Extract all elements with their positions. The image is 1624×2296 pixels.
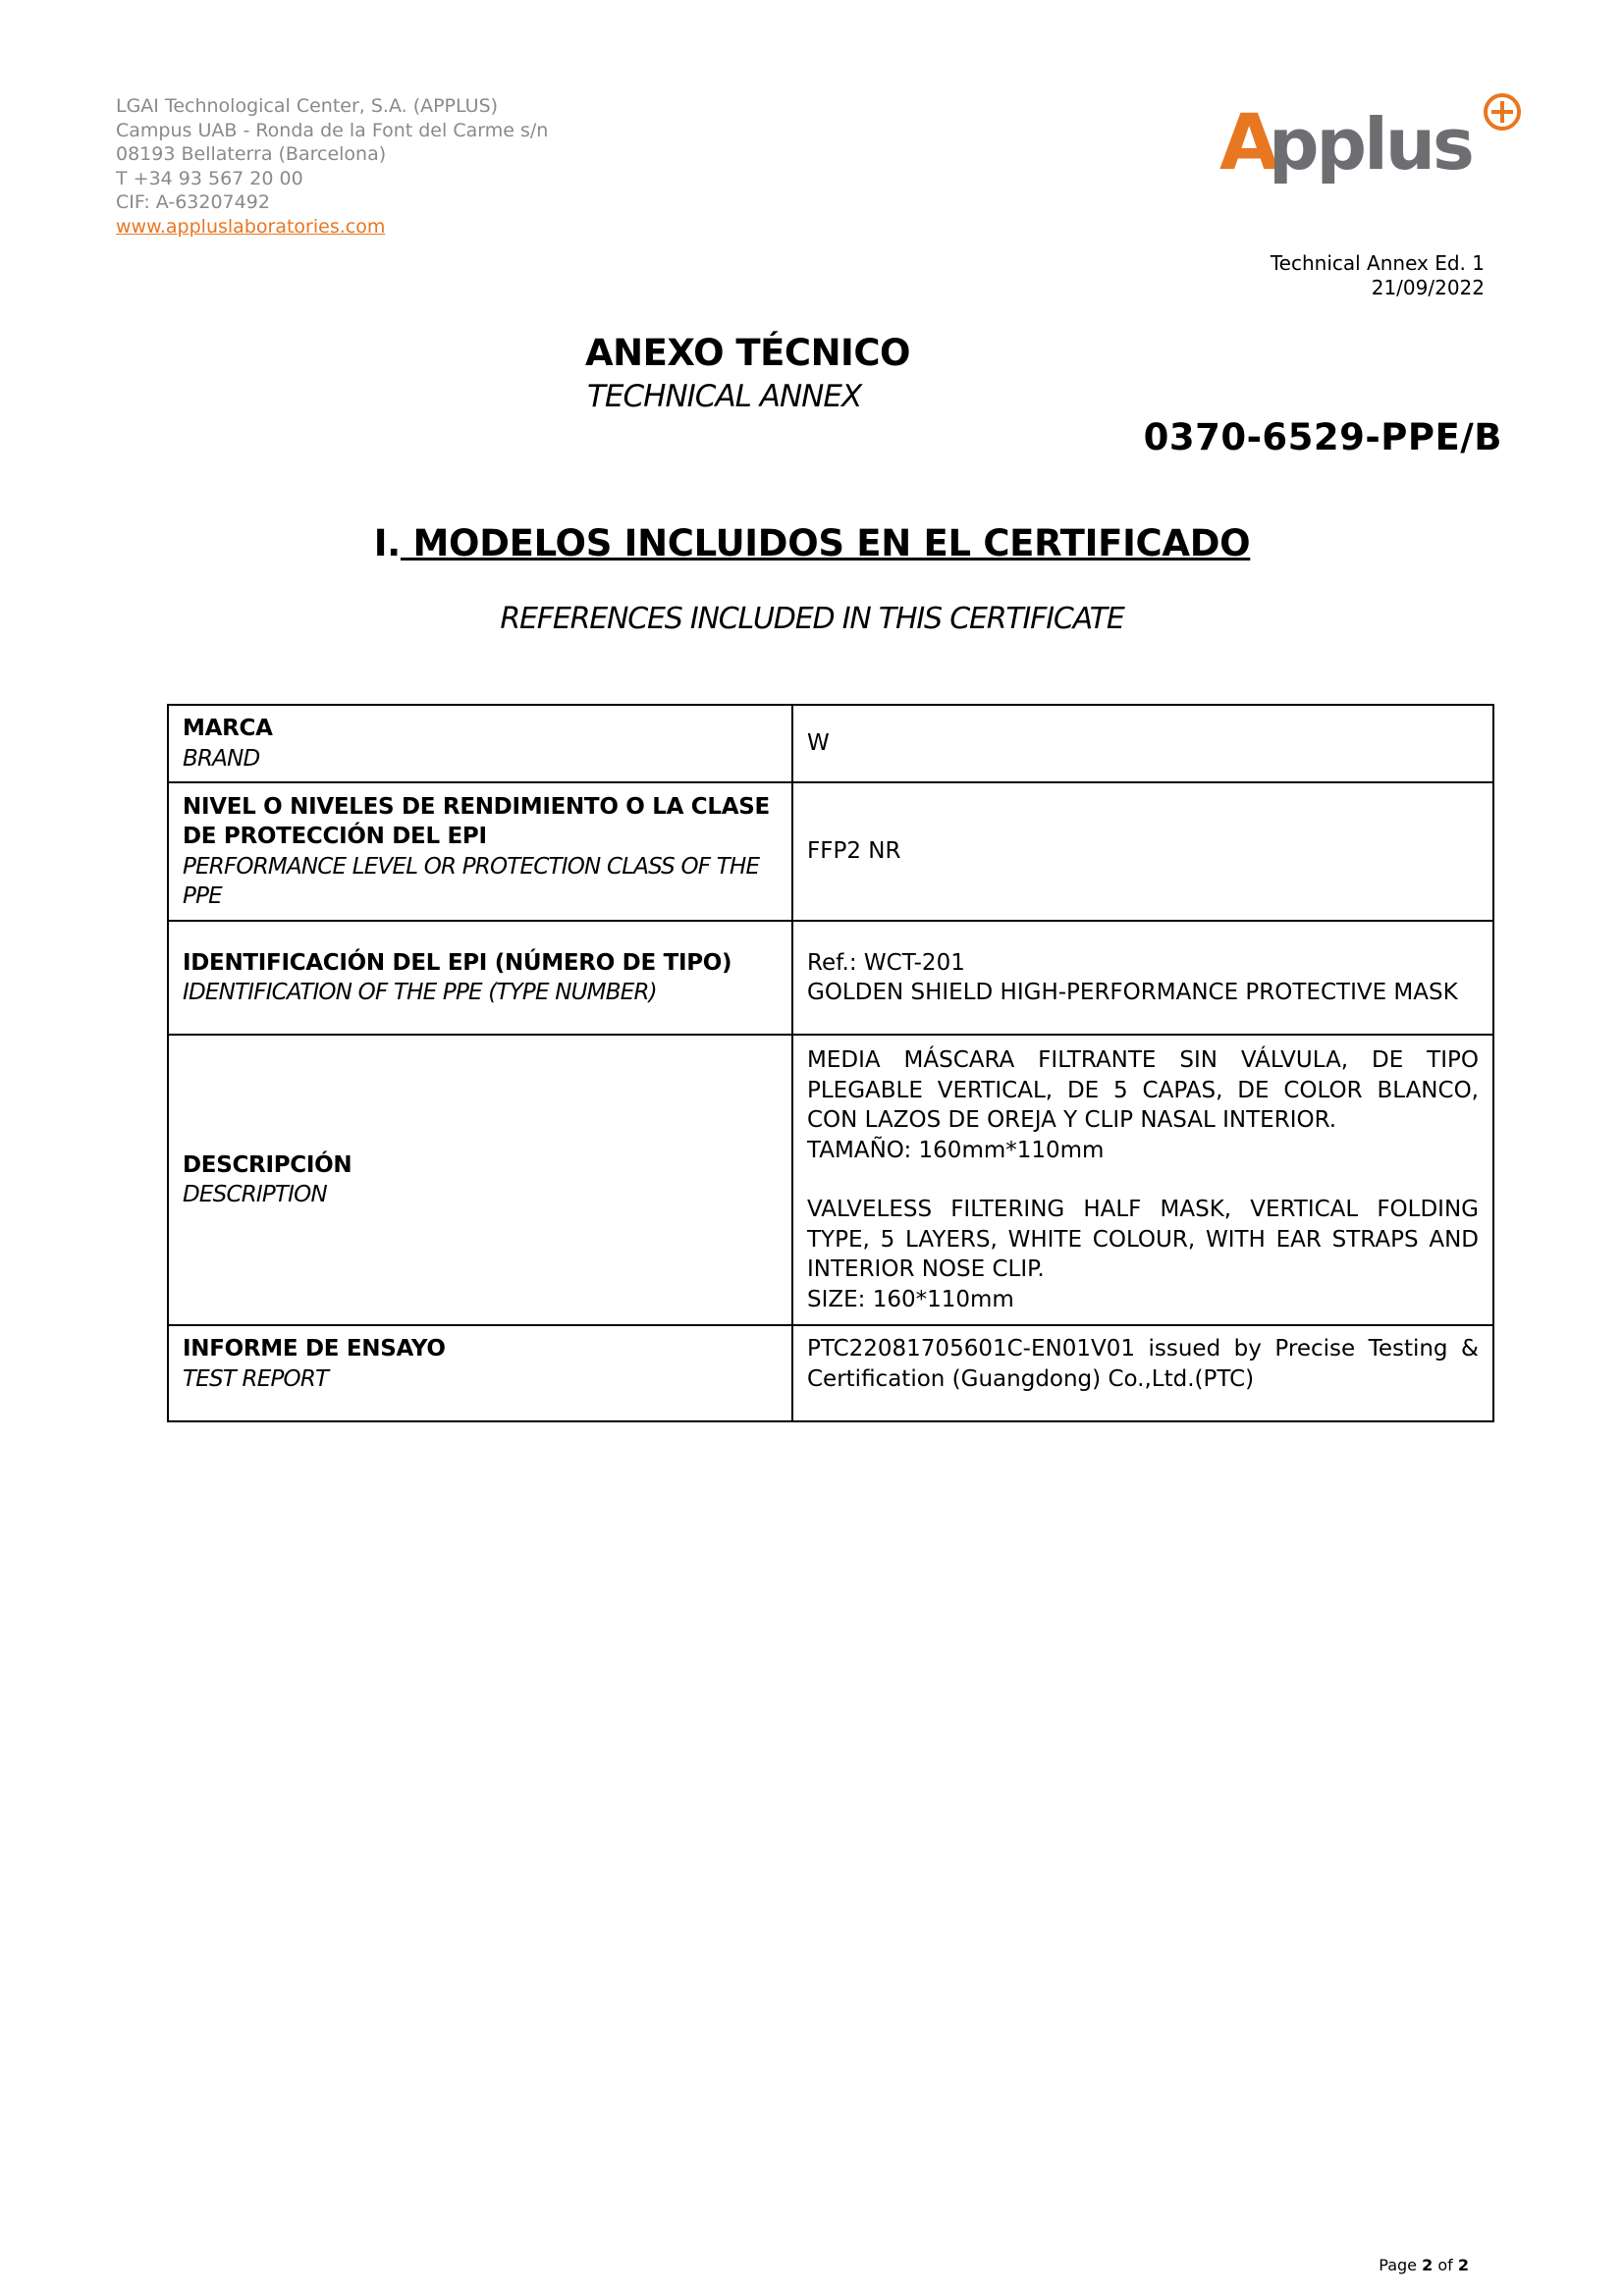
table-row-brand [168, 705, 1493, 782]
table-row-identification [168, 921, 1493, 1035]
title-spanish: ANEXO TÉCNICO [585, 332, 910, 374]
section-title-text: MODELOS INCLUIDOS EN EL CERTIFICADO [400, 522, 1251, 564]
certificate-number: 0370-6529-PPE/B [1143, 416, 1502, 458]
test-report-value: PTC22081705601C-EN01V01 issued by Precise Testing & Certification (Guangdong) Co.,Ltd.(PTC) [807, 1336, 1479, 1392]
annex-edition-label: Technical Annex Ed. 1 [1270, 251, 1485, 275]
spacer [807, 1165, 1479, 1195]
page-of-word: of [1437, 2256, 1453, 2274]
table-value-cell [792, 782, 1493, 921]
page-number [1379, 2256, 1469, 2274]
lab-phone: T +34 93 567 20 00 [116, 167, 303, 189]
table-row-description [168, 1035, 1493, 1325]
description-spanish: MEDIA MÁSCARA FILTRANTE SIN VÁLVULA, DE TIPO PLEGABLE VERTICAL, DE 5 CAPAS, DE COLOR BLANCO, CON LAZOS DE OREJA Y CLIP NASAL INTERIOR. [807, 1047, 1479, 1133]
table-row-test-report [168, 1325, 1493, 1421]
table-label-cell [168, 1035, 792, 1325]
label-spanish: NIVEL O NIVELES DE RENDIMIENTO O LA CLASE DE PROTECCIÓN DEL EPI [183, 793, 770, 849]
annex-edition [1271, 251, 1485, 300]
brand-value: W [807, 730, 830, 757]
lab-cif: CIF: A-63207492 [116, 191, 270, 213]
page-total: 2 [1457, 2256, 1469, 2274]
table-value-cell [792, 705, 1493, 782]
label-spanish: INFORME DE ENSAYO [183, 1336, 446, 1362]
lab-address-block [116, 94, 548, 239]
applus-logo [1218, 90, 1532, 198]
label-spanish: IDENTIFICACIÓN DEL EPI (NÚMERO DE TIPO) [183, 949, 732, 976]
lab-name: LGAI Technological Center, S.A. (APPLUS) [116, 95, 499, 117]
table-label-cell [168, 705, 792, 782]
section-number: I. [373, 522, 401, 564]
section-subtitle: REFERENCES INCLUDED IN THIS CERTIFICATE [500, 602, 1124, 636]
label-spanish: DESCRIPCIÓN [183, 1151, 352, 1178]
table-value-cell [792, 1325, 1493, 1421]
label-english: DESCRIPTION [183, 1182, 327, 1207]
label-english: IDENTIFICATION OF THE PPE (TYPE NUMBER) [183, 980, 657, 1005]
type-reference: Ref.: WCT-201 [807, 949, 965, 976]
table-label-cell [168, 782, 792, 921]
label-english: TEST REPORT [183, 1365, 329, 1392]
performance-value: FFP2 NR [807, 838, 901, 865]
section-title [0, 522, 1624, 564]
svg-text:A: A [1219, 99, 1276, 187]
size-english: SIZE: 160*110mm [807, 1286, 1014, 1312]
page-current: 2 [1422, 2256, 1434, 2274]
size-spanish: TAMAÑO: 160mm*110mm [807, 1137, 1105, 1163]
table-label-cell [168, 921, 792, 1035]
lab-city: 08193 Bellaterra (Barcelona) [116, 143, 387, 165]
page-word: Page [1379, 2256, 1418, 2274]
annex-edition-date: 21/09/2022 [1371, 276, 1485, 299]
table-row-performance [168, 782, 1493, 921]
label-english: PERFORMANCE LEVEL OR PROTECTION CLASS OF THE PPE [183, 853, 760, 909]
references-table [167, 704, 1494, 1422]
description-english: VALVELESS FILTERING HALF MASK, VERTICAL FOLDING TYPE, 5 LAYERS, WHITE COLOUR, WITH EAR STRAPS AND INTERIOR NOSE CLIP. [807, 1197, 1479, 1282]
type-name: GOLDEN SHIELD HIGH-PERFORMANCE PROTECTIVE MASK [807, 980, 1458, 1005]
lab-street: Campus UAB - Ronda de la Font del Carme s/n [116, 119, 549, 141]
lab-website-link[interactable]: www.appluslaboratories.com [116, 215, 386, 238]
svg-text:pplus: pplus [1269, 103, 1472, 186]
table-value-cell [792, 1035, 1493, 1325]
title-english: TECHNICAL ANNEX [587, 379, 862, 414]
table-label-cell [168, 1325, 792, 1421]
table-value-cell [792, 921, 1493, 1035]
label-spanish: MARCA [183, 716, 273, 741]
label-english: BRAND [183, 745, 260, 772]
